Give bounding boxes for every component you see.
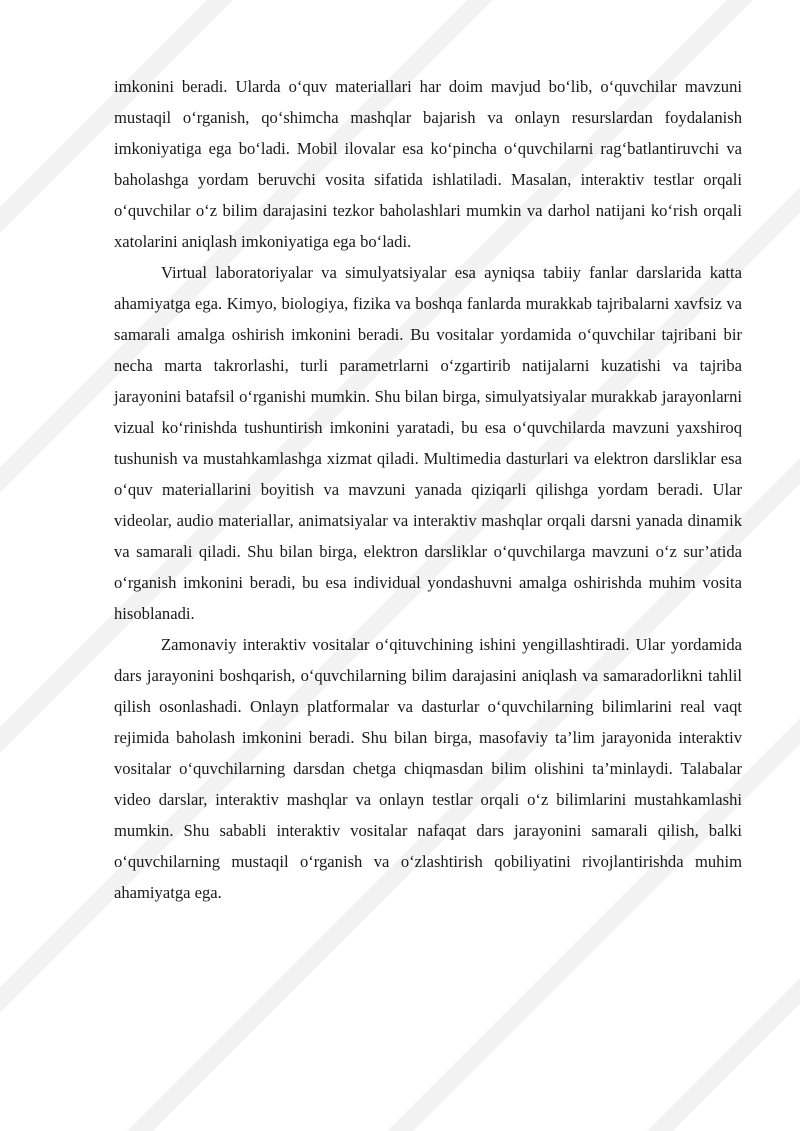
paragraph-virtual-labs: Virtual laboratoriyalar va simulyatsiyalar esa ayniqsa tabiiy fanlar darslarida katta ahamiyatga ega. Kimyo, biologiya, fizika va boshqa fanlarda murakkab tajribalarni xavfsiz va samarali amalga oshirish imkonini beradi. Bu vositalar yordamida o‘quvchilar tajribani bir necha marta takrorlashi, turli parametrlarni o‘zgartirib natijalarni kuzatishi va tajriba jarayonini batafsil o‘rganishi mumkin. Shu bilan birga, simulyatsiyalar murakkab jarayonlarni vizual ko‘rinishda tushuntirish imkonini yaratadi, bu esa o‘quvchilarda mavzuni yaxshiroq tushunish va mustahkamlashga xizmat qiladi. Multimedia dasturlari va elektron darsliklar esa o‘quv materiallarini boyitish va mavzuni yanada qiziqarli qilishga yordam beradi. Ular videolar, audio materiallar, animatsiyalar va interaktiv mashqlar orqali darsni yanada dinamik va samarali qiladi. Shu bilan birga, elektron darsliklar o‘quvchilarga mavzuni o‘z sur’atida o‘rganish imkonini beradi, bu esa individual yondashuvni amalga oshirishda muhim vosita hisoblanadi.: [114, 263, 742, 623]
paragraph-modern-tools: Zamonaviy interaktiv vositalar o‘qituvchining ishini yengillashtiradi. Ular yordamida dars jarayonini boshqarish, o‘quvchilarning bilim darajasini aniqlash va samaradorlikni tahlil qilish osonlashadi. Onlayn platformalar va dasturlar o‘quvchilarning bilimlarini real vaqt rejimida baholash imkonini beradi. Shu bilan birga, masofaviy ta’lim jarayonida interaktiv vositalar o‘quvchilarning darsdan chetga chiqmasdan bilim olishini ta’minlaydi. Talabalar video darslar, interaktiv mashqlar va onlayn testlar orqali o‘z bilimlarini mustahkamlashi mumkin. Shu sababli interaktiv vositalar nafaqat dars jarayonini samarali qilish, balki o‘quvchilarning mustaqil o‘rganish va o‘zlashtirish qobiliyatini rivojlantirishda muhim ahamiyatga ega.: [114, 635, 742, 902]
paragraph-continuation: imkonini beradi. Ularda o‘quv materiallari har doim mavjud bo‘lib, o‘quvchilar mavzuni mustaqil o‘rganish, qo‘shimcha mashqlar bajarish va onlayn resurslardan foydalanish imkoniyatiga ega bo‘ladi. Mobil ilovalar esa ko‘pincha o‘quvchilarni rag‘batlantiruvchi va baholashga yordam beruvchi vosita sifatida ishlatiladi. Masalan, interaktiv testlar orqali o‘quvchilar o‘z bilim darajasini tezkor baholashlari mumkin va darhol natijani ko‘rish orqali xatolarini aniqlash imkoniyatiga ega bo‘ladi.: [114, 77, 742, 251]
document-body: [114, 71, 742, 908]
